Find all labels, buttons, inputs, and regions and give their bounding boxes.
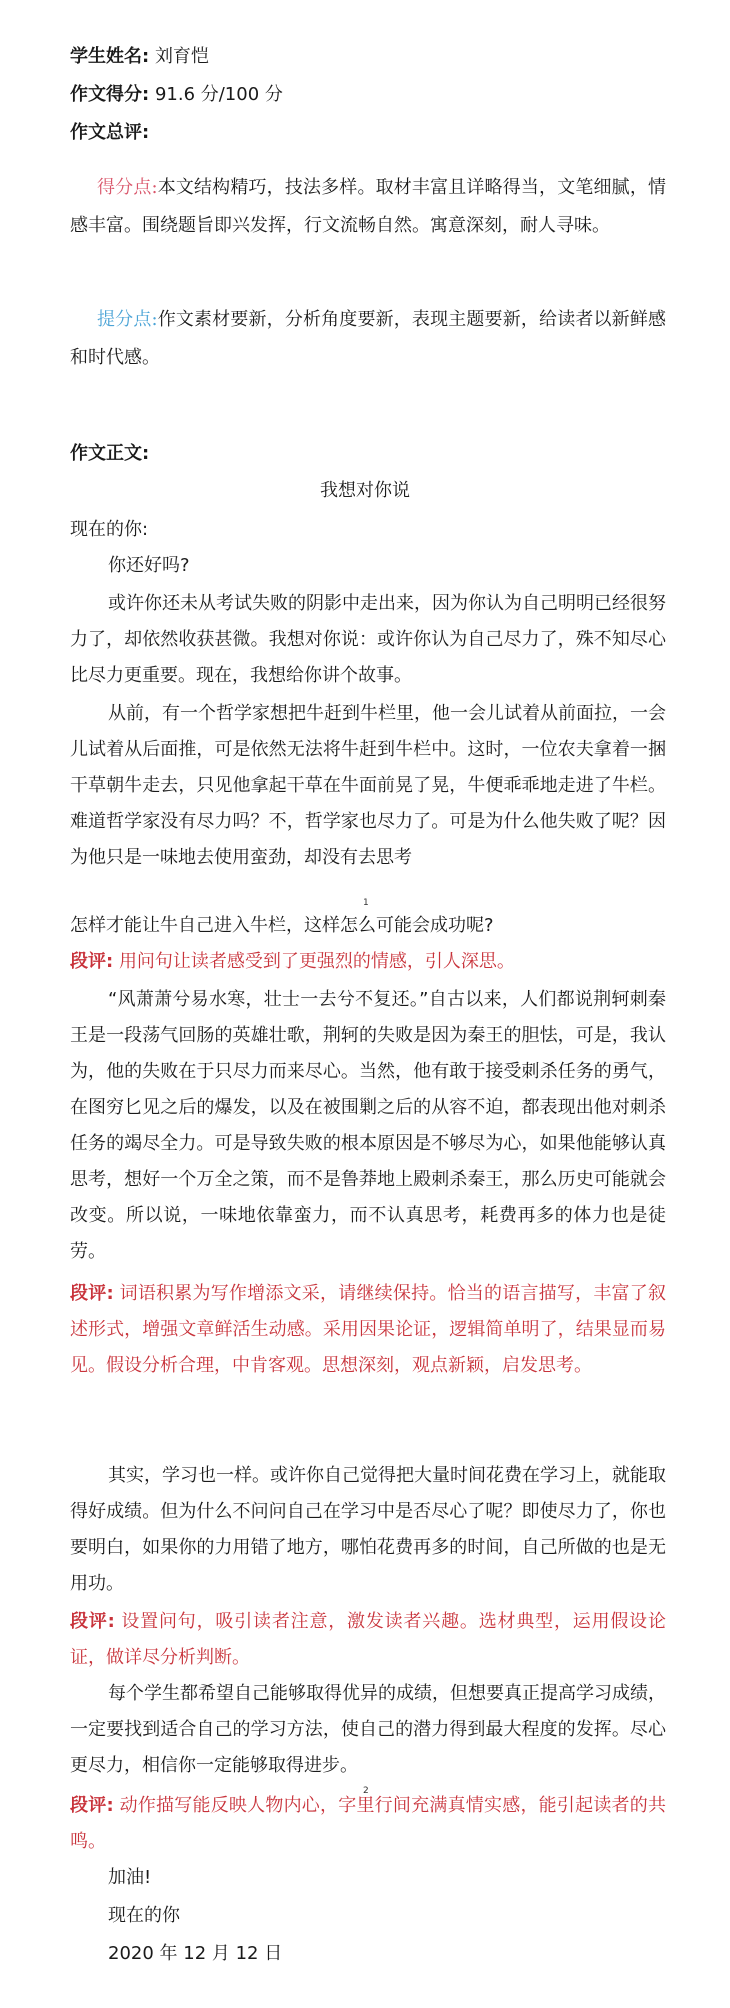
paragraph-2: 从前，有一个哲学家想把牛赶到牛栏里，他一会儿试着从前面拉，一会儿试着从后面推，可是依然无法将牛赶到牛栏中。这时，一位农夫拿着一捆干草朝牛走去，只见他拿起干草在牛面前晃了晃，牛便乖乖地走进了牛栏。难道哲学家没有尽力吗？不，哲学家也尽力了。可是为什么他失败了呢？因为他只是一味地去使用蛮劲，却没有去思考 bbox=[70, 703, 666, 868]
strength-text: 本文结构精巧，技法多样。取材丰富且详略得当，文笔细腻，情感丰富。围绕题旨即兴发挥，行文流畅自然。寓意深刻，耐人寻味。 bbox=[70, 177, 666, 236]
page-number-1: 1 bbox=[363, 898, 369, 908]
strength-paragraph bbox=[70, 169, 666, 245]
score-label: 作文得分: bbox=[70, 84, 150, 105]
improve-label: 提分点: bbox=[97, 309, 158, 330]
paragraph-1: 或许你还未从考试失败的阴影中走出来，因为你认为自己明明已经很努力了，却依然收获甚微。我想对你说：或许你认为自己尽力了，殊不知尽心比尽力更重要。现在，我想给你讲个故事。 bbox=[70, 593, 666, 686]
page-number-2: 2 bbox=[363, 1786, 369, 1796]
comment-3 bbox=[70, 1604, 666, 1676]
comment-4 bbox=[70, 1788, 666, 1860]
review-label: 作文总评: bbox=[70, 122, 150, 143]
body-heading bbox=[70, 441, 149, 467]
paragraph-5: 每个学生都希望自己能够取得优异的成绩，但想要真正提高学习成绩，一定要找到适合自己的学习方法，使自己的潜力得到最大程度的发挥。尽心更尽力，相信你一定能够取得进步。 bbox=[70, 1683, 666, 1776]
comment-2-text: 词语积累为写作增添文采，请继续保持。恰当的语言描写，丰富了叙述形式，增强文章鲜活生动感。采用因果论证，逻辑简单明了，结果显而易见。假设分析合理，中肯客观。思想深刻，观点新颖，启发思考。 bbox=[70, 1283, 666, 1376]
comment-4-label: 段评: bbox=[70, 1795, 114, 1816]
score-value: 91.6 分/100 分 bbox=[154, 84, 283, 105]
comment-3-text: 设置问句，吸引读者注意，激发读者兴趣。选材典型，运用假设论证，做详尽分析判断。 bbox=[70, 1611, 666, 1668]
comment-4-text: 动作描写能反映人物内心，字里行间充满真情实感，能引起读者的共鸣。 bbox=[70, 1795, 666, 1852]
paragraph-2-continued: 怎样才能让牛自己进入牛栏，这样怎么可能会成功呢? bbox=[70, 915, 494, 936]
greeting: 你还好吗? bbox=[108, 555, 190, 576]
body-label: 作文正文: bbox=[70, 443, 150, 464]
comment-2 bbox=[70, 1276, 666, 1384]
closing-date: 2020 年 12 月 12 日 bbox=[108, 1943, 283, 1964]
comment-3-label: 段评: bbox=[70, 1611, 115, 1632]
comment-1-text: 用问句让读者感受到了更强烈的情感，引人深思。 bbox=[118, 951, 515, 972]
strength-label: 得分点: bbox=[97, 177, 158, 198]
comment-1 bbox=[70, 944, 666, 980]
improve-paragraph bbox=[70, 301, 666, 377]
paragraph-4: 其实，学习也一样。或许你自己觉得把大量时间花费在学习上，就能取得好成绩。但为什么不问问自己在学习中是否尽心了呢？即使尽力了，你也要明白，如果你的力用错了地方，哪怕花费再多的时间，自己所做的也是无用功。 bbox=[70, 1465, 666, 1594]
comment-1-label: 段评: bbox=[70, 951, 114, 972]
closing-signature: 现在的你 bbox=[108, 1905, 180, 1926]
closing-cheer: 加油! bbox=[108, 1867, 152, 1888]
student-name-line bbox=[70, 44, 209, 70]
improve-text: 作文素材要新，分析角度要新，表现主题要新，给读者以新鲜感和时代感。 bbox=[70, 309, 666, 368]
paragraph-3: “风萧萧兮易水寒，壮士一去兮不复还。”自古以来，人们都说荆轲刺秦王是一段荡气回肠的英雄壮歌，荆轲的失败是因为秦王的胆怯，可是，我认为，他的失败在于只尽力而来尽心。当然，他有敢于接受刺杀任务的勇气，在图穷匕见之后的爆发，以及在被围剿之后的从容不迫，都表现出他对刺杀任务的竭尽全力。可是导致失败的根本原因是不够尽为心，如果他能够认真思考，想好一个万全之策，而不是鲁莽地上殿刺杀秦王，那么历史可能就会改变。所以说，一味地依靠蛮力，而不认真思考，耗费再多的体力也是徒劳。 bbox=[70, 989, 666, 1262]
essay-title: 我想对你说 bbox=[320, 480, 410, 501]
comment-2-label: 段评: bbox=[70, 1283, 114, 1304]
review-heading bbox=[70, 120, 149, 146]
student-name-value: 刘育恺 bbox=[154, 46, 209, 67]
student-name-label: 学生姓名: bbox=[70, 46, 150, 67]
salutation: 现在的你: bbox=[70, 519, 149, 540]
score-line bbox=[70, 82, 283, 108]
